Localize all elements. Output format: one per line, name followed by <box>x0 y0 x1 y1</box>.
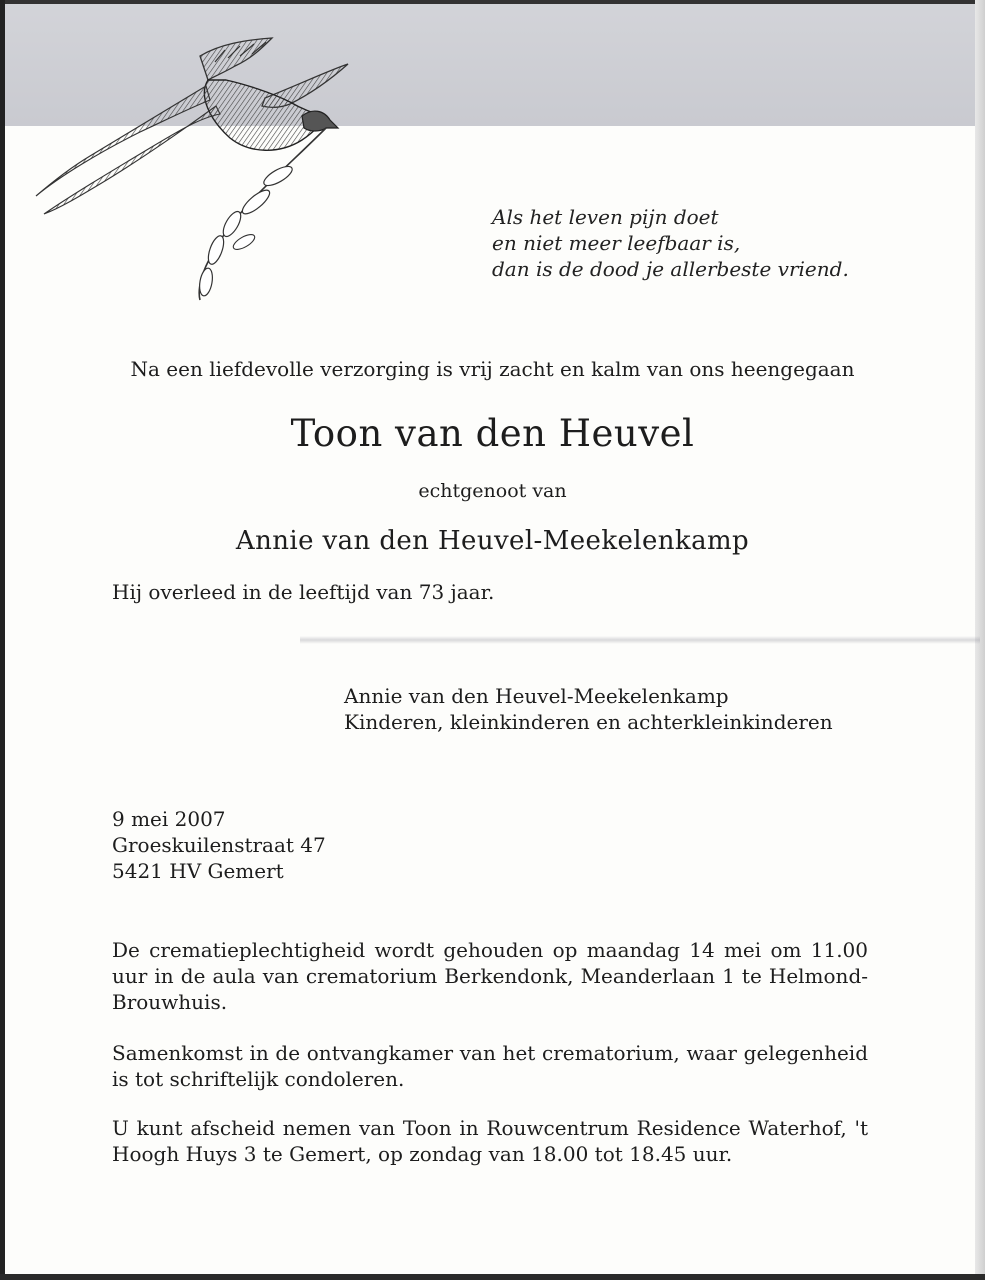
relation-text: echtgenoot van <box>418 480 567 502</box>
intro-text: Na een liefdevolle verzorging is vrij zacht en kalm van ons heengegaan <box>130 357 855 381</box>
deceased-name: Toon van den Heuvel <box>290 412 695 455</box>
farewell-paragraph: U kunt afscheid nemen van Toon in Rouwcentrum Residence Waterhof, 't Hoogh Huys 3 te Gemert, op zondag van 18.00 tot 18.45 uur. <box>112 1116 868 1166</box>
poem-line-1: Als het leven pijn doet <box>492 205 719 229</box>
scan-edge-top <box>0 0 985 4</box>
family-line-1: Annie van den Heuvel-Meekelenkamp <box>344 684 729 708</box>
poem-line-3: dan is de dood je allerbeste vriend. <box>492 257 849 281</box>
bird-with-olive-branch-icon <box>30 36 350 306</box>
spouse-name: Annie van den Heuvel-Meekelenkamp <box>235 526 750 556</box>
poem-line-2: en niet meer leefbaar is, <box>492 231 741 255</box>
gathering-paragraph: Samenkomst in de ontvangkamer van het crematorium, waar gelegenheid is tot schriftelijk condoleren. <box>112 1041 868 1091</box>
age-line: Hij overleed in de leeftijd van 73 jaar. <box>112 580 495 604</box>
postal-city-text: 5421 HV Gemert <box>112 859 284 883</box>
date-text: 9 mei 2007 <box>112 807 226 831</box>
scan-edge-bottom <box>0 1274 985 1280</box>
family-signature <box>344 683 833 735</box>
poem-verse <box>492 204 912 282</box>
address-block <box>112 806 326 884</box>
paper-fold-line <box>300 636 980 644</box>
street-text: Groeskuilenstraat 47 <box>112 833 326 857</box>
scan-edge-left <box>0 0 5 1280</box>
family-line-2: Kinderen, kleinkinderen en achterkleinkinderen <box>344 710 833 734</box>
ceremony-paragraph: De crematieplechtigheid wordt gehouden op maandag 14 mei om 11.00 uur in de aula van crematorium Berkendonk, Meanderlaan 1 te Helmond-Brouwhuis. <box>112 938 868 1014</box>
